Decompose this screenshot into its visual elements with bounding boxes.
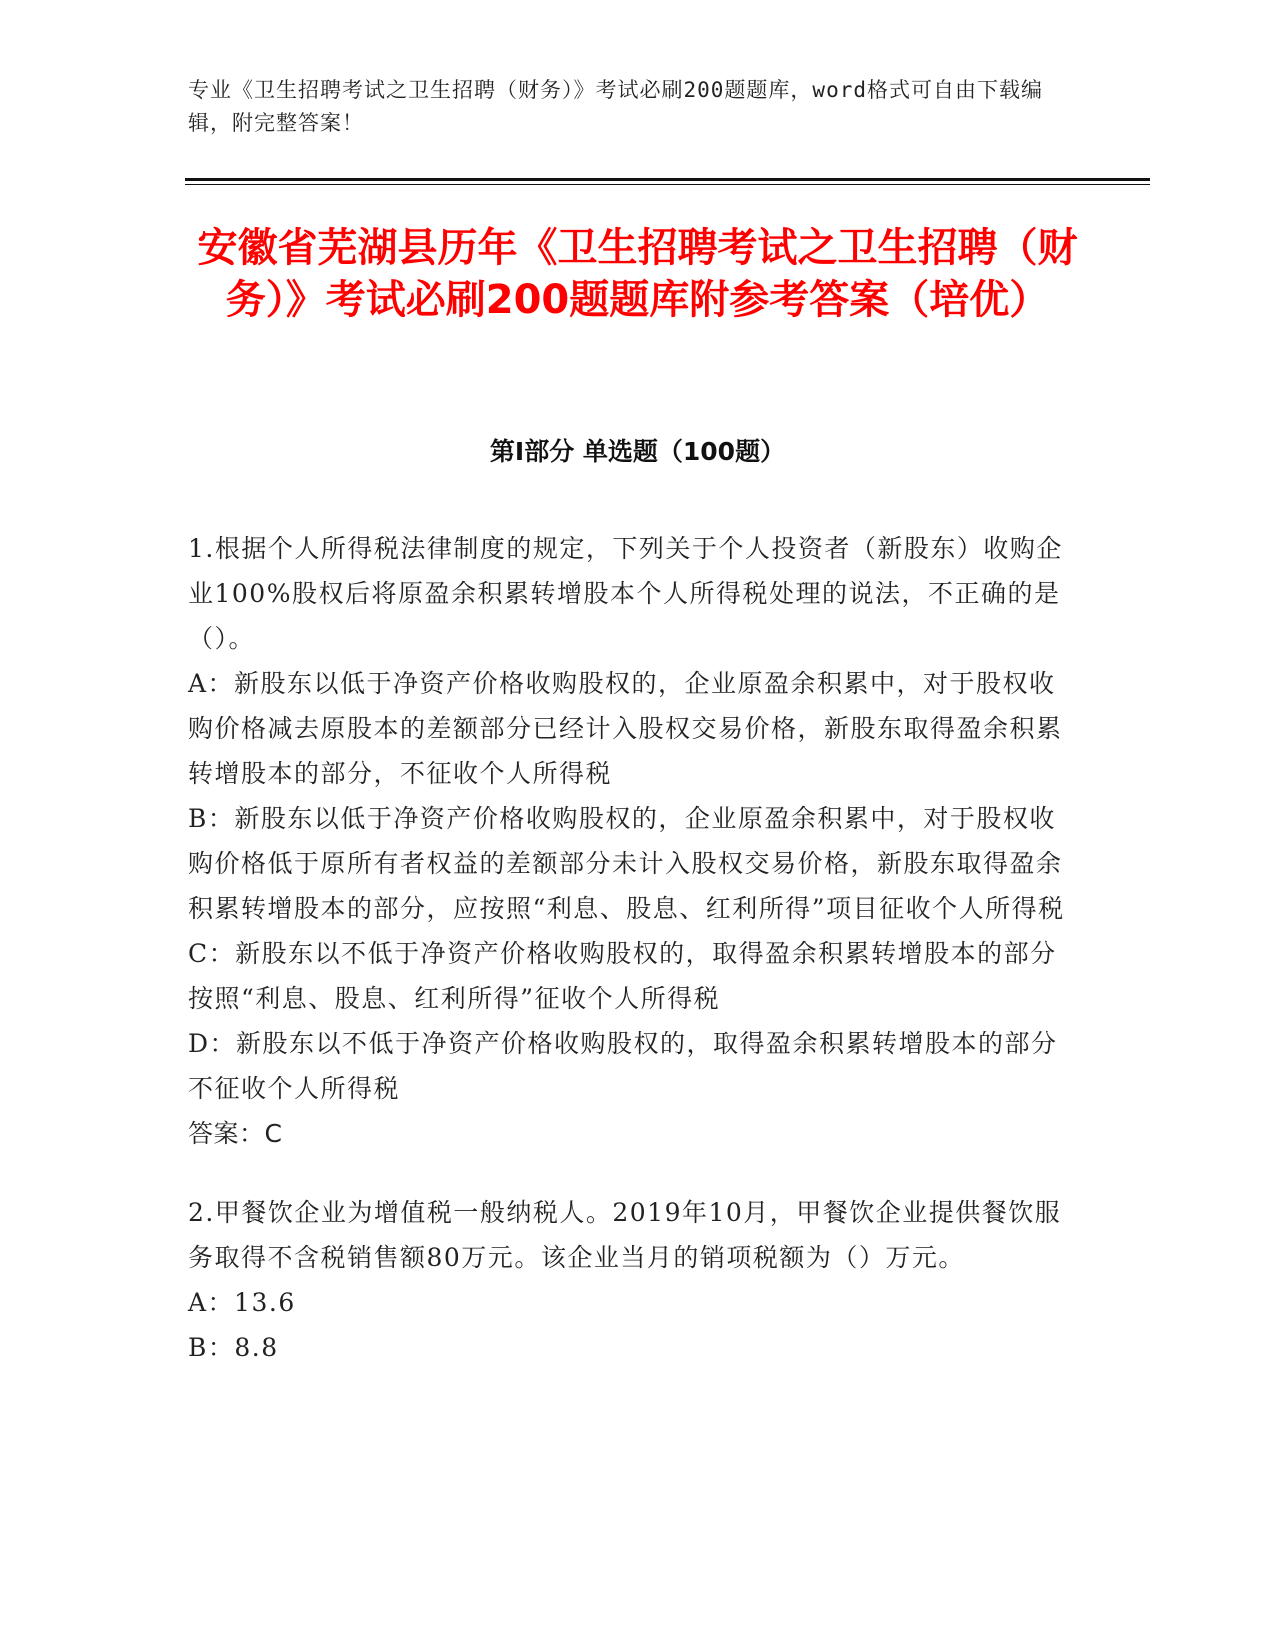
option-a: A：新股东以低于净资产价格收购股权的，企业原盈余积累中，对于股权收购价格减去原股本的差额部分已经计入股权交易价格，新股东取得盈余积累转增股本的部分，不征收个人所得税 [188, 669, 1063, 788]
question-2 [188, 1190, 1068, 1370]
question-stem: 1.根据个人所得税法律制度的规定，下列关于个人投资者（新股东）收购企业100%股权后将原盈余积累转增股本个人所得税处理的说法，不正确的是（）。 [188, 534, 1063, 653]
option-c: C：新股东以不低于净资产价格收购股权的，取得盈余积累转增股本的部分按照“利息、股息、红利所得”征收个人所得税 [188, 939, 1057, 1013]
header-note: 专业《卫生招聘考试之卫生招聘（财务）》考试必刷200题题库，word格式可自由下载编辑，附完整答案！ [188, 78, 1043, 135]
option-d: D：新股东以不低于净资产价格收购股权的，取得盈余积累转增股本的部分不征收个人所得税 [188, 1029, 1058, 1103]
question-1 [188, 526, 1068, 1156]
option-b: B：新股东以低于净资产价格收购股权的，企业原盈余积累中，对于股权收购价格低于原所有者权益的差额部分未计入股权交易价格，新股东取得盈余积累转增股本的部分，应按照“利息、股息、红利所得”项目征收个人所得税 [188, 804, 1065, 923]
option-b: B：8.8 [188, 1333, 279, 1362]
header-rule-thin [185, 184, 1150, 185]
document-title: 安徽省芜湖县历年《卫生招聘考试之卫生招聘（财务）》考试必刷200题题库附参考答案（培优） [197, 225, 1078, 323]
header-rule-thick [185, 178, 1150, 181]
section-title: 第Ⅰ部分 单选题（100题） [489, 437, 786, 466]
question-list [188, 526, 1068, 1370]
question-stem: 2.甲餐饮企业为增值税一般纳税人。2019年10月，甲餐饮企业提供餐饮服务取得不含税销售额80万元。该企业当月的销项税额为（）万元。 [188, 1198, 1062, 1272]
option-a: A：13.6 [188, 1288, 296, 1317]
answer: 答案：C [188, 1119, 283, 1148]
